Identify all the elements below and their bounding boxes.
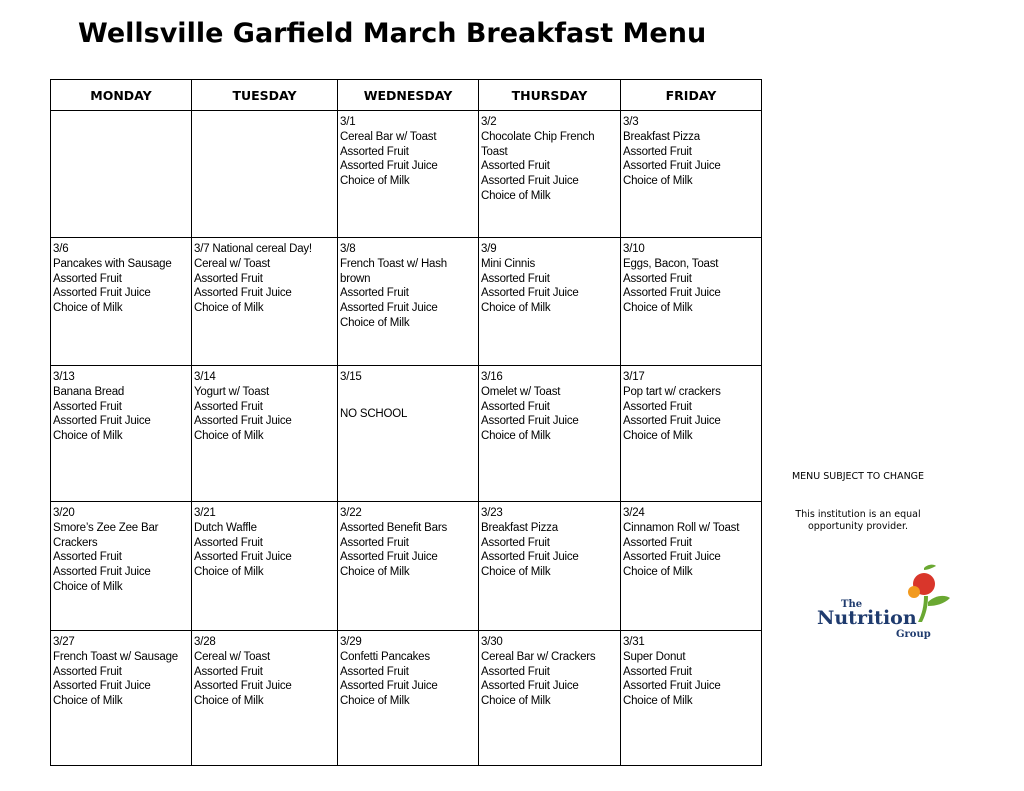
menu-item: Choice of Milk [623,302,693,315]
menu-item: Assorted Fruit [340,145,409,158]
day-header-tuesday: TUESDAY [192,80,338,111]
menu-item: Choice of Milk [53,430,123,443]
cell-date: 3/8 [340,243,356,255]
menu-item: NO SCHOOL [340,407,408,420]
menu-item: Cinnamon Roll w/ Toast [623,521,740,534]
menu-item: French Toast w/ Hash [340,257,448,270]
menu-item: Choice of Milk [623,175,693,188]
menu-item: Assorted Fruit [340,287,409,300]
cell-date: 3/9 [481,243,497,255]
menu-item: Choice of Milk [623,695,693,708]
menu-cell [192,366,338,502]
cell-date: 3/6 [53,243,69,255]
menu-table [50,79,762,766]
cell-date: 3/14 [194,371,216,383]
menu-item: Cereal Bar w/ Crackers [481,650,596,663]
menu-item: Choice of Milk [340,316,410,329]
cell-date: 3/1 [340,116,356,128]
menu-item: Cereal w/ Toast [194,257,271,270]
cell-date: 3/23 [481,507,503,519]
menu-item: Assorted Fruit [53,551,122,564]
menu-item: Assorted Fruit Juice [194,287,292,300]
cell-date: 3/24 [623,507,645,519]
menu-item: Assorted Fruit Juice [481,415,579,428]
nutrition-group-logo [812,562,952,644]
menu-item: Pop tart w/ crackers [623,385,721,398]
page-title: Wellsville Garfield March Breakfast Menu [78,18,707,49]
cell-date: 3/13 [53,371,75,383]
menu-cell [338,238,479,366]
menu-item: Assorted Fruit [623,665,692,678]
menu-item: Assorted Fruit [623,272,692,285]
menu-item: Choice of Milk [194,430,264,443]
menu-item: Assorted Benefit Bars [340,521,448,534]
menu-item: Omelet w/ Toast [481,385,561,398]
cell-date: 3/30 [481,636,503,648]
menu-item: Assorted Fruit [53,665,122,678]
logo-the: The [841,599,863,610]
cell-date: 3/22 [340,507,362,519]
menu-item: Choice of Milk [481,695,551,708]
logo-group: Group [896,629,931,640]
menu-item: Dutch Waffle [194,521,257,534]
menu-item: Choice of Milk [194,566,264,579]
menu-change-notice: MENU SUBJECT TO CHANGE [791,471,925,482]
menu-item: Assorted Fruit [53,272,122,285]
menu-item: Assorted Fruit Juice [623,551,721,564]
cell-date: 3/27 [53,636,75,648]
week-row [51,366,762,502]
day-header-monday: MONDAY [51,80,192,111]
week-row [51,238,762,366]
menu-item: Assorted Fruit [481,665,550,678]
menu-cell [479,111,621,238]
menu-item: Banana Bread [53,385,125,398]
menu-item: brown [340,272,371,285]
menu-item: Assorted Fruit [53,400,122,413]
menu-item: Cereal w/ Toast [194,650,271,663]
menu-item: Choice of Milk [340,566,410,579]
menu-item: Yogurt w/ Toast [194,385,269,398]
cell-date: 3/15 [340,371,362,383]
cell-date: 3/29 [340,636,362,648]
menu-cell [51,502,192,631]
menu-cell [51,631,192,766]
menu-item: Assorted Fruit [623,400,692,413]
cell-date: 3/2 [481,116,497,128]
menu-item: Cereal Bar w/ Toast [340,130,437,143]
menu-item: Assorted Fruit [194,272,263,285]
menu-item: Assorted Fruit Juice [340,302,438,315]
menu-item: Assorted Fruit [194,536,263,549]
menu-cell [479,366,621,502]
menu-cell [51,238,192,366]
day-header-friday: FRIDAY [621,80,762,111]
menu-item: Assorted Fruit [194,400,263,413]
menu-cell [51,366,192,502]
menu-item: Choice of Milk [481,430,551,443]
cell-date: 3/28 [194,636,216,648]
menu-cell [621,111,762,238]
menu-item: Assorted Fruit Juice [340,680,438,693]
menu-item: Choice of Milk [53,580,123,593]
menu-item: Choice of Milk [623,430,693,443]
menu-item: Assorted Fruit Juice [340,551,438,564]
menu-item: Assorted Fruit [481,160,550,173]
day-header-thursday: THURSDAY [479,80,621,111]
menu-item: Assorted Fruit Juice [53,287,151,300]
menu-item: Choice of Milk [53,302,123,315]
menu-item: Choice of Milk [481,566,551,579]
menu-cell [479,502,621,631]
menu-item: Pancakes with Sausage [53,257,172,270]
week-row [51,111,762,238]
menu-item: Assorted Fruit Juice [194,680,292,693]
header-row [51,80,762,111]
menu-item: Choice of Milk [481,302,551,315]
menu-item: Eggs, Bacon, Toast [623,257,719,270]
menu-cell [621,238,762,366]
menu-item: Assorted Fruit [481,272,550,285]
menu-item: Assorted Fruit Juice [623,287,721,300]
menu-cell [338,366,479,502]
menu-item: Assorted Fruit [623,536,692,549]
menu-item: Assorted Fruit Juice [481,680,579,693]
cell-date: 3/3 [623,116,639,128]
cell-date: 3/17 [623,371,645,383]
menu-item: Assorted Fruit [340,536,409,549]
cell-date: 3/31 [623,636,645,648]
menu-item: Toast [481,145,508,158]
menu-item: Choice of Milk [623,566,693,579]
menu-item: Assorted Fruit Juice [53,680,151,693]
menu-cell [338,111,479,238]
menu-item: Choice of Milk [340,175,410,188]
menu-item: Breakfast Pizza [623,130,700,143]
menu-cell [338,631,479,766]
menu-item: Assorted Fruit Juice [194,551,292,564]
week-row [51,631,762,766]
equal-opportunity-statement: This institution is an equal opportunity provider. [795,509,921,532]
menu-cell [479,631,621,766]
menu-cell [621,631,762,766]
menu-cell [192,238,338,366]
menu-cell [192,502,338,631]
menu-item: Assorted Fruit [481,536,550,549]
logo-nutrition: Nutrition [817,607,917,629]
day-header-wednesday: WEDNESDAY [338,80,479,111]
menu-item: Assorted Fruit [481,400,550,413]
menu-item: Crackers [53,536,98,549]
menu-item: Assorted Fruit Juice [340,160,438,173]
menu-cell [192,631,338,766]
menu-item: Assorted Fruit Juice [481,551,579,564]
menu-item: Assorted Fruit [194,665,263,678]
cell-spacer [340,385,476,407]
menu-item: Choice of Milk [340,695,410,708]
cell-date: 3/10 [623,243,645,255]
menu-cell [192,111,338,238]
menu-cell [621,366,762,502]
menu-item: Assorted Fruit Juice [623,680,721,693]
menu-item: Assorted Fruit [340,665,409,678]
menu-item: Assorted Fruit Juice [53,415,151,428]
menu-item: Chocolate Chip French [481,130,595,143]
menu-item: Choice of Milk [481,189,551,202]
menu-item: Assorted Fruit Juice [481,287,579,300]
menu-item: Choice of Milk [194,302,264,315]
menu-cell [338,502,479,631]
menu-cell [51,111,192,238]
menu-item: Assorted Fruit Juice [481,175,579,188]
menu-item: Assorted Fruit Juice [623,160,721,173]
cell-date: 3/7 National cereal Day! [194,243,312,255]
menu-item: Choice of Milk [194,695,264,708]
menu-cell [621,502,762,631]
cell-date: 3/20 [53,507,75,519]
menu-item: Assorted Fruit Juice [194,415,292,428]
menu-item: Mini Cinnis [481,257,536,270]
menu-item: Breakfast Pizza [481,521,558,534]
menu-item: Assorted Fruit Juice [623,415,721,428]
menu-item: Assorted Fruit Juice [53,566,151,579]
menu-item: Super Donut [623,650,686,663]
menu-item: Smore’s Zee Zee Bar [53,521,159,534]
menu-item: French Toast w/ Sausage [53,650,178,663]
menu-item: Choice of Milk [53,695,123,708]
cell-date: 3/21 [194,507,216,519]
menu-item: Assorted Fruit [623,145,692,158]
cell-date: 3/16 [481,371,503,383]
menu-cell [479,238,621,366]
menu-item: Confetti Pancakes [340,650,430,663]
week-row [51,502,762,631]
